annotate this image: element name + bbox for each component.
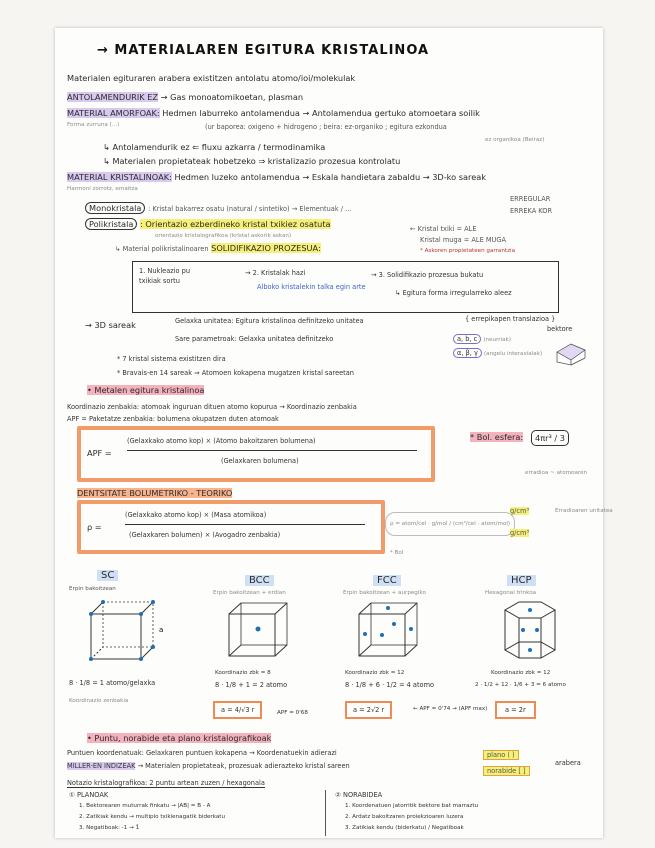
- rho-lhs: ρ =: [87, 522, 102, 532]
- coord-line: Koordinazio zenbakia: atomoak inguruan dituen atomo kopurua → Koordinazio zenbakia: [67, 403, 357, 411]
- notes-page: [55, 28, 613, 838]
- svg-text:a: a: [159, 626, 164, 634]
- left-head: ① PLANOAK: [69, 791, 109, 799]
- density-formula-box: [77, 500, 385, 554]
- bol-note: * Bol: [390, 550, 404, 556]
- apf-fraction-bar: [127, 450, 417, 451]
- step-2-sub: Alboko kristalekin talka egin arte: [257, 283, 366, 291]
- units-result-2: g/cm³: [510, 529, 530, 537]
- amorphous-grey-note: Forma zurruna (...): [67, 122, 120, 128]
- polycrystal-sub: orientazio kristalografikoa (kristal askorik askan): [155, 233, 292, 239]
- polycrystal-label: Polikristala: [85, 218, 137, 230]
- polycrystal-line: ↳ Material polikristalinoaren: [115, 245, 209, 253]
- cell-bcc-coord: Koordinazio zbk = 8: [215, 670, 271, 676]
- sc-cube-icon: [83, 596, 173, 666]
- intro-line: Materialen egituraren arabera existitzen antolatu atomo/ioi/molekulak: [67, 73, 356, 83]
- heading-no-order: ANTOLAMENDURIK EZ: [67, 92, 159, 102]
- sphere-formula: 4πr³ / 3: [531, 430, 569, 446]
- left-item-3: 3. Negatiboak: -1 → 1̄: [79, 825, 140, 831]
- miller-label: MILLER-EN INDIZEAK: [67, 762, 136, 770]
- solidification-label: SOLIDIFIKAZIO PROZESUA:: [211, 243, 321, 253]
- crys-line-1: Puntuen koordenatuak: Gelaxkaren puntuen kokapena → Koordenatuekin adierazi: [67, 749, 337, 757]
- metal-heading: • Metalen egitura kristalinoa: [87, 385, 205, 395]
- cell-sc-sub: Erpin bakoitzean: [69, 586, 116, 592]
- amorphous-right-note: ez organikoa (Beiraz): [485, 137, 545, 143]
- cell-fcc-count: 8 · 1/8 + 6 · 1/2 = 4 atomo: [345, 681, 435, 689]
- cell-hcp-relation: a = 2r: [495, 701, 536, 719]
- amorphous-text-2: (ur baporea: oxigeno + hidrogeno ; beira: ez-organiko ; egitura ezkondua: [205, 123, 447, 131]
- notation-line: Notazio kristalografikoa: 2 puntu artean zuzen / hexagonala: [67, 779, 265, 787]
- arabera-label: arabera: [555, 759, 581, 767]
- radius-unit-note: Erradioaren unitatea: [555, 508, 613, 514]
- units-derivation: ρ = atom/cel · g/mol / (cm³/cel · atom/mol): [385, 512, 515, 536]
- arrow-line-2: ↳ Materialen propietateak hobetzeko ⇒ kristalizazio prozesua kontrolatu: [103, 156, 401, 166]
- crystalline-text: Hedmen luzeko antolamendua → Eskala handietara zabaldu → 3D-ko sareak: [174, 172, 487, 182]
- fcc-cube-icon: [353, 598, 433, 663]
- right-item-1: 1. Koordenatuen jatorritik bektore bat marraztu: [345, 803, 479, 809]
- right-head: ② NORABIDEA: [335, 791, 383, 799]
- rho-denominator: (Gelaxkaren bolumen) × (Avogadro zenbakia): [129, 531, 281, 539]
- cell-fcc-relation: a = 2√2 r: [345, 701, 392, 719]
- seven-systems: * 7 kristal sistema existitzen dira: [117, 355, 226, 363]
- solidification-box: [132, 261, 559, 313]
- cell-bcc-sub: Erpin bakoitzean + erdian: [213, 590, 286, 596]
- step-3-sub: ↳ Egitura forma irregularreko aleez: [395, 289, 512, 297]
- cell-bcc-apf: APF = 0'68: [277, 710, 308, 716]
- sphere-label: * Bol. esfera:: [470, 432, 524, 442]
- angles-box: α, β, γ: [453, 348, 482, 358]
- monocrystal-label: Monokristala: [85, 202, 145, 214]
- step-1: 1. Nukleazio pu txikiak sortu: [139, 267, 191, 285]
- right-note-1: { errepikapen translazioa }: [465, 315, 556, 323]
- hcp-prism-icon: [491, 598, 571, 666]
- heading-amorphous: MATERIAL AMORFOAK:: [67, 108, 160, 118]
- apf-denominator: (Gelaxkaren bolumena): [221, 457, 299, 465]
- cell-fcc-sub: Erpin bakoitzean + aurpegiko: [343, 590, 426, 596]
- polycrystal-text: : Orientazio ezberdineko kristal txikiez osatuta: [139, 219, 331, 229]
- bcc-cube-icon: [223, 598, 303, 663]
- page-title: → MATERIALAREN EGITURA KRISTALINOA: [97, 43, 430, 58]
- cell-sc-count: 8 · 1/8 = 1 atomo/gelaxka: [69, 679, 156, 687]
- cell-hcp-coord: Koordinazio zbk = 12: [491, 670, 551, 676]
- crys-heading: • Puntu, norabide eta plano kristalografikoak: [87, 733, 272, 743]
- arrow-line-1: ↳ Antolamendurik ez ⇐ fluxu azkarra / termodinamika: [103, 142, 326, 152]
- abc-box: a, b, c: [453, 334, 481, 344]
- right-note-2: bektore: [547, 325, 573, 333]
- unit-cell-sketch-icon: [553, 338, 587, 366]
- abc-note: (neurriak): [483, 337, 511, 343]
- cell-sc-note: Koordinazio zenbakia: [69, 698, 129, 704]
- cell-hcp-title: HCP: [507, 575, 536, 586]
- cell-hcp-count: 2 · 1/2 + 12 · 1/6 + 3 = 6 atomo: [475, 682, 566, 688]
- column-divider: [325, 790, 326, 836]
- apf-formula-box: [77, 426, 435, 482]
- left-item-1: 1. Bektorearen muturrak finkatu → |AB| = B - A: [79, 803, 211, 809]
- density-heading: DENTSITATE BOLUMETRIKO - TEORIKO: [77, 488, 233, 498]
- angles-note: (angelu interaxialak): [483, 351, 543, 357]
- step-3: → 3. Solidifikazio prozesua bukatu: [371, 271, 484, 279]
- miller-text: → Materialen propietateak, prozesuak adierazteko kristal sareen: [137, 762, 350, 770]
- cell-bcc-count: 8 · 1/8 + 1 = 2 atomo: [215, 681, 288, 689]
- direction-notation: norabide [ ]: [483, 766, 530, 776]
- rho-fraction-bar: [125, 524, 365, 525]
- rho-numerator: (Gelaxkako atomo kop) × (Masa atomikoa): [125, 511, 267, 519]
- unit-cell-line: Gelaxka unitatea: Egitura kristalinoa definitzeko unitatea: [175, 317, 364, 325]
- ordered-label: ERREKA KOR: [510, 207, 553, 215]
- params-line: Sare parametroak: Gelaxka unitatea definitzeko: [175, 335, 334, 343]
- monocrystal-text: : Kristal bakarrez osatu (natural / sintetiko) → Elementuak / ...: [148, 205, 352, 213]
- cell-fcc-coord: Koordinazio zbk = 12: [345, 670, 405, 676]
- apf-numerator: (Gelaxkako atomo kop) × (Atomo bakoitzaren bolumena): [127, 437, 316, 445]
- right-item-3: 3. Zatikiak kendu (biderkatu) / Negatiboak: [345, 825, 464, 831]
- cell-fcc-apf: ← APF = 0'74 → (APF max): [413, 706, 488, 712]
- units-result-1: g/cm³: [510, 507, 530, 515]
- regular-label: ERREGULAR: [510, 195, 551, 203]
- heading-crystalline: MATERIAL KRISTALINOAK:: [67, 172, 172, 182]
- right-item-2: 2. Ardatz bakoitzaren proiekzioaren luzera: [345, 814, 464, 820]
- polycrystal-right-2: Kristal muga = ALE MUGA: [420, 236, 506, 244]
- net-label: → 3D sareak: [85, 320, 136, 330]
- crystalline-grey-note: Harmoni zorrotz, emaitza: [67, 186, 138, 192]
- left-item-2: 2. Zatikiak kendu → multiplo txikienagatik biderkatu: [79, 814, 226, 820]
- cell-bcc-title: BCC: [245, 575, 274, 586]
- cell-fcc-title: FCC: [373, 575, 401, 586]
- step-2: → 2. Kristalak hazi: [245, 269, 306, 277]
- polycrystal-right-3: * Askoren propietateen garrantzia: [420, 248, 516, 254]
- plane-notation: plano ( ): [483, 750, 519, 760]
- cell-bcc-relation: a = 4/√3 r: [213, 701, 262, 719]
- cell-hcp-sub: Hexagonal trinkoa: [485, 590, 537, 596]
- no-order-tail: → Gas monoatomikoetan, plasman: [160, 92, 304, 102]
- polycrystal-right-1: ← Kristal txiki = ALE: [410, 225, 477, 233]
- apf-lhs: APF =: [87, 448, 112, 458]
- amorphous-text: Hedmen laburreko antolamendua → Antolamendua gertuko atomoetara soilik: [162, 108, 480, 118]
- sphere-note: erradioa ~ atomoaren: [525, 470, 588, 476]
- bravais-line: * Bravais-en 14 sareak ⇒ Atomoen kokapena mugatzen kristal sareetan: [117, 369, 354, 377]
- apf-definition: APF = Paketatze zenbakia: bolumena okupatzen duten atomoak: [67, 415, 279, 423]
- cell-sc-title: SC: [97, 570, 118, 581]
